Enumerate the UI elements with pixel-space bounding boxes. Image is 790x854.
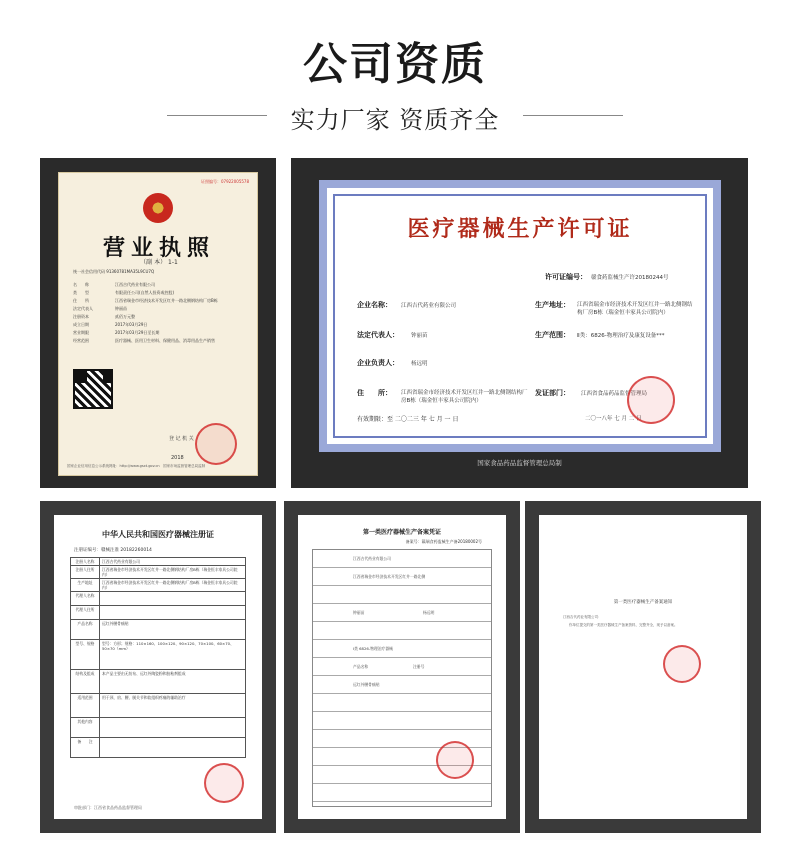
license-row (73, 305, 253, 313)
registration-table (70, 557, 246, 758)
field-value: 2017年03月29日至长期 (115, 330, 160, 335)
issue-date: 二〇一八年 七 月 二 日 (585, 416, 642, 422)
certificate-title: 医疗器械生产许可证 (407, 217, 633, 242)
cell-key: 注册人住所 (71, 566, 100, 579)
subtitle-wrap (0, 100, 790, 134)
license-row (73, 313, 253, 321)
table-cell: 远红外腰骨痛贴 (353, 682, 380, 687)
table-cell: 注册号 (413, 664, 425, 669)
cell-value: 远红外腰骨痛贴 (100, 620, 246, 640)
table-cell: 杨远明 (423, 610, 435, 615)
table-cell: 钟丽苗 (353, 610, 365, 615)
valid-period: 有效期限：至 二〇二三 年 七 月 一 日 (357, 416, 459, 423)
cell-key: 结构及组成 (71, 670, 100, 694)
certificate-footer: 审批部门：江西省食品药品监督管理局 (74, 805, 142, 810)
cell-value (100, 738, 246, 758)
copy-number: 1-1 (168, 259, 178, 266)
table-row (71, 738, 246, 758)
cell-key: 生产地址 (71, 579, 100, 592)
official-seal (195, 423, 237, 465)
cell-key: 备 注 (71, 738, 100, 758)
field-key: 营业期限 (73, 330, 89, 335)
scope: Ⅱ类：6826-物理治疗及康复设备*** (577, 333, 665, 339)
head-label: 企业负责人： (357, 359, 399, 367)
license-copy (59, 257, 258, 266)
cell-value: 江西省瑞金市经济技术开发区红井一路北侧钢结构厂房B栋（瑞金恒丰家具公司院内） (100, 566, 246, 579)
license-row (73, 337, 253, 345)
table-cell: Ⅰ类 6826-物理治疗器械 (353, 646, 393, 651)
filing-notice (539, 515, 747, 819)
copy-label: （副 本） (140, 259, 167, 266)
head: 杨远明 (411, 361, 428, 367)
table-cell: 产品名称 (353, 664, 369, 669)
table-row (71, 640, 246, 670)
cell-value: 江西吉代药业有限公司 (100, 558, 246, 566)
filing-certificate-frame (284, 501, 520, 833)
registration-no: 注册证编号：赣械注准 20182260014 (74, 548, 152, 553)
cell-value (100, 592, 246, 606)
table-row (71, 718, 246, 738)
production-license-frame (291, 158, 748, 488)
field-key: 法定代表人 (73, 306, 93, 311)
field-value: 钟丽苗 (115, 306, 127, 311)
notice-line: 你单位提交的第一类医疗器械生产备案资料，完整齐全，现予以备案。 (569, 623, 678, 627)
issuer: 江西省食品药品监督管理局 (581, 391, 648, 397)
address-label: 住 所： (357, 389, 392, 397)
license-code: 证照编号：07922005578 (201, 179, 249, 184)
cell-value: 型号：方形；规格：110×160、100×120、90×120、70×100、60×70、50×70（mm） (100, 640, 246, 670)
legal-rep: 钟丽苗 (411, 333, 428, 339)
table-row (71, 606, 246, 620)
cell-key: 代理人名称 (71, 592, 100, 606)
registration-authority: 登 记 机 关 (169, 436, 194, 442)
cell-key: 产品名称 (71, 620, 100, 640)
license-no-label: 许可证编号： (545, 273, 587, 281)
field-value: 贰佰万元整 (115, 314, 135, 319)
cell-value (100, 606, 246, 620)
cell-key: 注册人名称 (71, 558, 100, 566)
company: 江西吉代药业有限公司 (401, 303, 457, 309)
site: 江西省瑞金市经济技术开发区红井一路北侧钢结构厂房B栋（瑞金恒丰家具公司院内） (577, 302, 693, 316)
certificate-border (333, 194, 707, 438)
cell-key: 代理人住所 (71, 606, 100, 620)
table-row (71, 670, 246, 694)
national-emblem-icon (143, 193, 173, 223)
filing-notice-frame (525, 501, 761, 833)
table-row (71, 694, 246, 718)
scope-label: 生产范围： (535, 331, 570, 339)
field-value: 2017年03月29日 (115, 322, 148, 327)
license-row (73, 329, 253, 337)
production-license (319, 180, 721, 452)
field-key: 名 称 (73, 282, 89, 287)
license-footer: 国家企业信用信息公示系统网址：http://www.gsxt.gov.cn 国家市场监督管理总局监制 (67, 464, 206, 468)
cell-value: 江西省瑞金市经济技术开发区红井一路北侧钢结构厂房B栋（瑞金恒丰家具公司院内） (100, 579, 246, 592)
table-row (71, 566, 246, 579)
cell-value (100, 718, 246, 738)
registration-certificate-frame (40, 501, 276, 833)
table-row (71, 558, 246, 566)
field-value: 江西省瑞金市经济技术开发区红井一路北侧钢结构厂房B栋 (115, 298, 218, 303)
notice-line: 江西吉代药业有限公司： (563, 615, 602, 619)
cell-key: 适用范围 (71, 694, 100, 718)
filing-certificate (298, 515, 506, 819)
legal-label: 法定代表人： (357, 331, 399, 339)
license-title: 营业执照 (102, 236, 215, 261)
license-row (73, 281, 253, 289)
issue-year: 2018 (171, 455, 184, 461)
field-key: 注册资本 (73, 314, 89, 319)
site-label: 生产地址： (535, 301, 570, 309)
field-key: 成立日期 (73, 322, 89, 327)
field-value: 江西吉代药业有限公司 (115, 282, 155, 287)
license-row (73, 297, 253, 305)
official-seal (204, 763, 244, 803)
business-license (58, 172, 258, 476)
registration-certificate (54, 515, 262, 819)
official-seal (663, 645, 701, 683)
field-key: 类 型 (73, 290, 89, 295)
field-key: 经营范围 (73, 338, 89, 343)
table-row (71, 592, 246, 606)
address: 江西省瑞金市经济技术开发区红井一路北侧钢结构厂房B栋（瑞金恒丰家具公司院内） (401, 390, 528, 404)
cell-value: 本产品主要由无纺布、远红外陶瓷粉和胶粘剂组成 (100, 670, 246, 694)
notice-title: 第一类医疗器械生产备案通知 (613, 600, 673, 605)
certificate-title: 第一类医疗器械生产备案凭证 (362, 529, 441, 536)
license-row (73, 321, 253, 329)
cell-key: 型号、规格 (71, 640, 100, 670)
credit-code: 统一社会信用代码 91360781MA35L9CU7Q (73, 269, 155, 274)
table-row (71, 579, 246, 592)
filing-no: 备案号：赣瑞食药监械生产备20180002号 (405, 539, 482, 544)
table-cell: 江西吉代药业有限公司 (353, 556, 391, 561)
field-key: 住 所 (73, 298, 89, 303)
official-seal (436, 741, 474, 779)
license-no: 赣食药监械生产许20180244号 (591, 275, 669, 281)
page-subtitle: 实力厂家 资质齐全 (290, 106, 500, 134)
table-cell: 江西省瑞金市经济技术开发区红井一路北侧 (353, 574, 426, 579)
field-value: 有限责任公司(自然人投资或控股) (115, 290, 175, 295)
license-row (73, 289, 253, 297)
cell-value: 用于颈、肩、腰、腿关节和软组织疼痛的辅助治疗 (100, 694, 246, 718)
certificate-footer: 国家食品药品监督管理总局制 (477, 459, 562, 467)
license-fields (73, 281, 253, 345)
company-label: 企业名称： (357, 301, 392, 309)
business-license-frame (40, 158, 276, 488)
cell-key: 其他内容 (71, 718, 100, 738)
issuer-label: 发证部门： (535, 389, 570, 397)
field-value: 医疗器械、医用卫生材料、保健用品、消毒用品生产销售 (115, 338, 215, 343)
qr-code-icon (73, 369, 113, 409)
table-row (71, 620, 246, 640)
certificate-title: 中华人民共和国医疗器械注册证 (102, 530, 214, 539)
page-title: 公司资质 (303, 39, 487, 90)
divider-right (523, 115, 623, 116)
official-seal (627, 376, 675, 424)
